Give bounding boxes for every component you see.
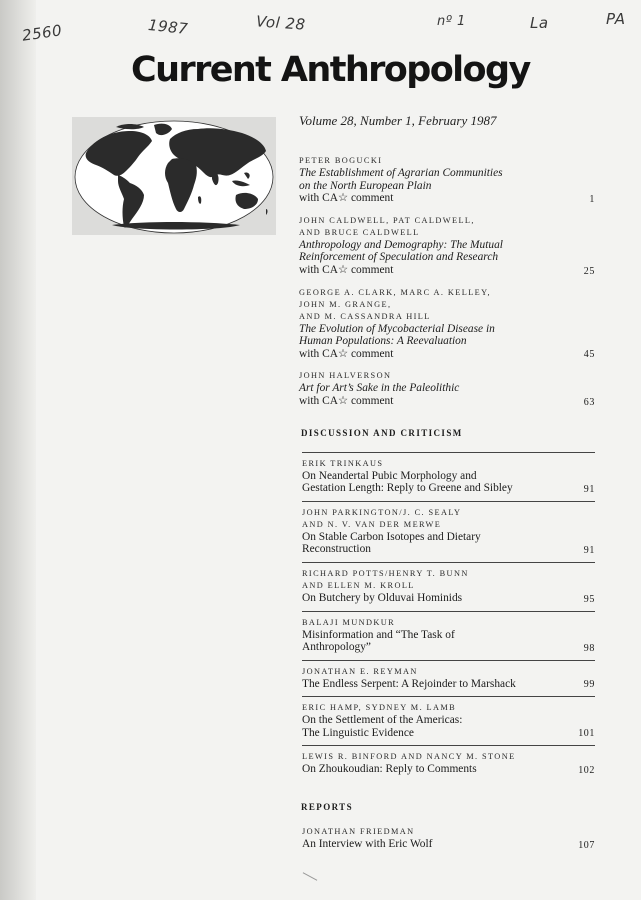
discussion-authors: LEWIS R. BINFORD AND NANCY M. STONE xyxy=(302,752,516,762)
discussion-title: Gestation Length: Reply to Greene and Sibley xyxy=(302,482,513,495)
handwritten-note-c: Vol 28 xyxy=(255,12,307,34)
discussion-entry[interactable] xyxy=(302,501,595,556)
page-number: 25 xyxy=(583,265,595,277)
discussion-entry[interactable] xyxy=(302,452,595,495)
discussion-entry[interactable] xyxy=(302,696,595,739)
discussion-title: The Endless Serpent: A Rejoinder to Marshack xyxy=(302,677,516,690)
discussion-authors: AND ELLEN M. KROLL xyxy=(302,580,415,590)
discussion-title: Anthropology” xyxy=(302,641,371,654)
section-heading-reports: REPORTS xyxy=(301,802,353,813)
article-authors: AND BRUCE CALDWELL xyxy=(299,227,420,237)
pencil-mark xyxy=(303,872,318,880)
page-number: 99 xyxy=(583,679,595,691)
article-comment-note: with CA☆ comment xyxy=(299,394,394,407)
page-number: 101 xyxy=(578,728,595,740)
section-heading-discussion: DISCUSSION AND CRITICISM xyxy=(301,427,463,438)
discussion-title: Misinformation and “The Task of xyxy=(302,628,455,641)
discussion-authors: RICHARD POTTS/HENRY T. BUNN xyxy=(302,568,469,578)
discussion-authors: ERIK TRINKAUS xyxy=(302,458,384,468)
article-comment-note: with CA☆ comment xyxy=(299,347,394,360)
page-number: 98 xyxy=(583,642,595,654)
report-entry[interactable] xyxy=(302,826,595,851)
page-number: 45 xyxy=(583,349,595,361)
page-spine-shadow xyxy=(0,0,36,900)
discussion-title: On Stable Carbon Isotopes and Dietary xyxy=(302,530,481,543)
handwritten-note-e: La xyxy=(530,14,549,32)
discussion-title: On Butchery by Olduvai Hominids xyxy=(302,591,463,604)
article-entry[interactable] xyxy=(299,215,595,277)
article-title: The Establishment of Agrarian Communities xyxy=(299,167,503,179)
handwritten-note-d: nº 1 xyxy=(437,14,466,29)
page-number: 63 xyxy=(583,396,595,408)
article-title: Art for Art’s Sake in the Paleolithic xyxy=(299,382,460,395)
article-entry[interactable] xyxy=(299,287,595,361)
report-title: An Interview with Eric Wolf xyxy=(302,838,433,851)
discussion-authors: ERIC HAMP, SYDNEY M. LAMB xyxy=(302,703,457,713)
page-number: 1 xyxy=(589,193,595,205)
discussion-authors: BALAJI MUNDKUR xyxy=(302,617,396,627)
article-authors: AND M. CASSANDRA HILL xyxy=(299,311,431,321)
table-of-contents xyxy=(299,155,595,857)
page-number: 91 xyxy=(583,544,595,556)
discussion-authors: JOHN PARKINGTON/J. C. SEALY xyxy=(302,507,462,517)
article-authors: JOHN M. GRANGE, xyxy=(299,299,392,309)
page-number: 91 xyxy=(583,483,595,495)
article-comment-note: with CA☆ comment xyxy=(299,192,394,205)
handwritten-note-a: 2560 xyxy=(20,21,64,45)
article-authors: JOHN CALDWELL, PAT CALDWELL, xyxy=(299,215,475,225)
discussion-entry[interactable] xyxy=(302,745,595,776)
article-comment-note: with CA☆ comment xyxy=(299,263,394,276)
article-title: Reinforcement of Speculation and Research xyxy=(299,251,499,264)
discussion-entry[interactable] xyxy=(302,611,595,654)
journal-masthead: Current Anthropology xyxy=(131,50,530,90)
volume-line: Volume 28, Number 1, February 1987 xyxy=(299,113,497,128)
article-entry[interactable] xyxy=(299,155,595,205)
discussion-title: Reconstruction xyxy=(302,543,371,556)
discussion-title: On Zhoukoudian: Reply to Comments xyxy=(302,763,477,776)
article-entry[interactable] xyxy=(299,370,595,407)
article-title: on the North European Plain xyxy=(299,179,432,192)
page-number: 102 xyxy=(578,765,595,777)
world-map-icon xyxy=(72,117,276,235)
discussion-title: On the Settlement of the Americas: xyxy=(302,714,463,727)
handwritten-note-b: 1987 xyxy=(147,15,190,39)
discussion-title: The Linguistic Evidence xyxy=(302,726,414,739)
article-authors: JOHN HALVERSON xyxy=(299,371,392,381)
reports-list xyxy=(302,826,595,851)
page-number: 107 xyxy=(578,839,595,851)
article-authors: GEORGE A. CLARK, MARC A. KELLEY, xyxy=(299,287,491,297)
discussion-list xyxy=(302,452,595,777)
discussion-entry[interactable] xyxy=(302,660,595,691)
article-title: The Evolution of Mycobacterial Disease in xyxy=(299,322,495,335)
discussion-authors: AND N. V. VAN DER MERWE xyxy=(302,519,442,529)
handwritten-note-f: PA xyxy=(606,10,626,28)
discussion-title: On Neandertal Pubic Morphology and xyxy=(302,469,477,482)
article-title: Human Populations: A Reevaluation xyxy=(299,335,467,348)
report-authors: JONATHAN FRIEDMAN xyxy=(302,827,415,837)
article-authors: PETER BOGUCKI xyxy=(299,156,383,165)
discussion-entry[interactable] xyxy=(302,562,595,605)
article-title: Anthropology and Demography: The Mutual xyxy=(299,238,503,251)
page-number: 95 xyxy=(583,593,595,605)
discussion-authors: JONATHAN E. REYMAN xyxy=(302,666,418,676)
